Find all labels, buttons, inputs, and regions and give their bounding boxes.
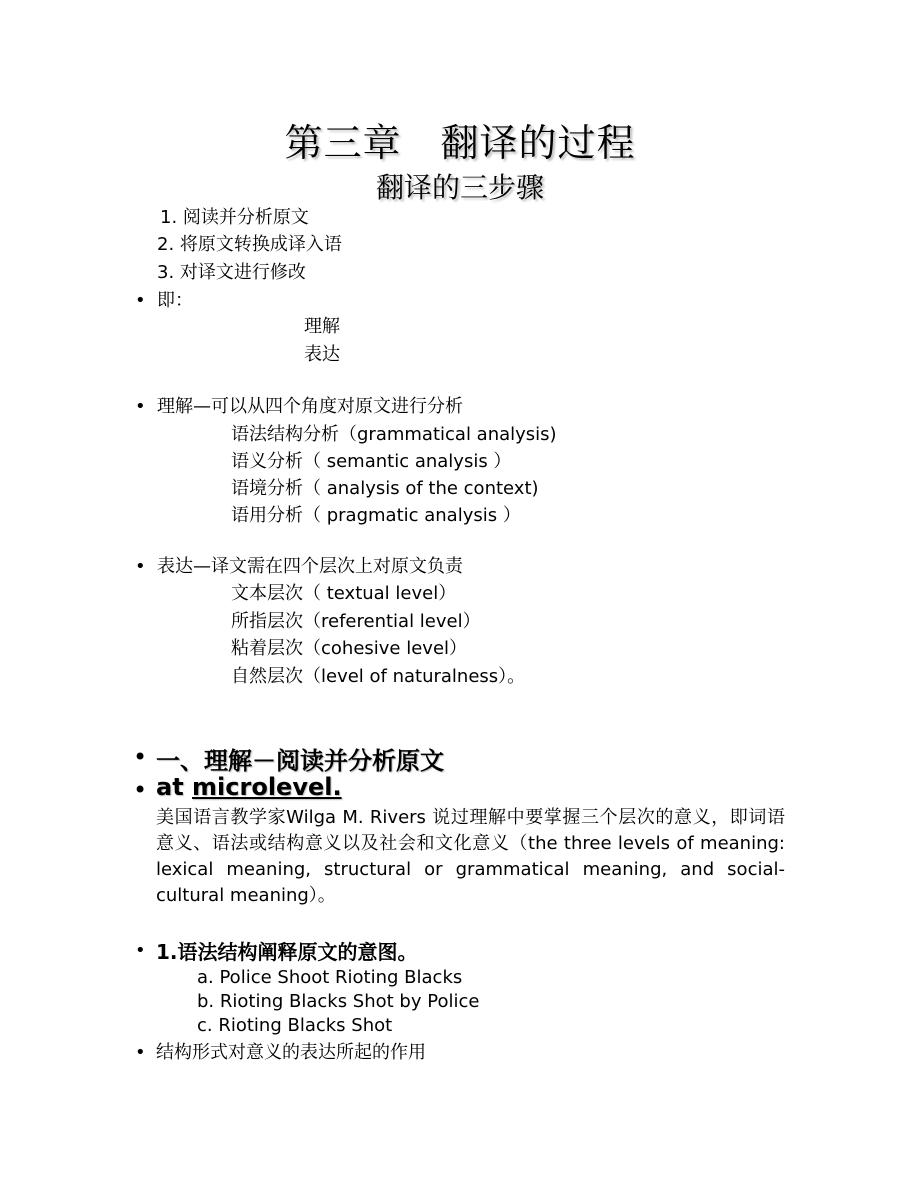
microlevel-term: microlevel. [192,773,342,801]
understanding-item: 语法结构分析（grammatical analysis) [231,424,557,445]
rivers-paragraph: 美国语言教学家Wilga M. Rivers 说过理解中要掌握三个层次的意义，即词语意义、语法或结构意义以及社会和文化意义（the three levels of meaning: lexical meaning, structural or grammatical meaning, and social-cultural meaning）。 [156,807,785,906]
subsection-heading [156,773,342,801]
expression-item: 所指层次（referential level） [231,611,481,632]
understanding-intro: 理解—可以从四个角度对原文进行分析 [157,396,463,417]
section-heading: 一、理解－阅读并分析原文 [156,747,444,775]
understanding-item: 语用分析（ pragmatic analysis ） [231,505,521,526]
bullet-icon: • [133,776,148,804]
expression-item: 文本层次（ textual level） [231,583,457,604]
bullet-icon: • [135,290,146,311]
example-item: a. Police Shoot Rioting Blacks [197,967,463,988]
ji-item: 理解 [304,316,340,337]
expression-item: 粘着层次（cohesive level） [231,638,468,659]
understanding-item: 语义分析（ semantic analysis ） [231,451,512,472]
step-item: 1. 阅读并分析原文 [160,207,309,228]
bullet-icon: • [135,1042,146,1063]
step-item: 3. 对译文进行修改 [157,262,306,283]
ji-label: 即： [157,290,193,311]
bullet-icon: • [133,743,148,771]
step-item: 2. 将原文转换成译入语 [157,234,342,255]
example-item: b. Rioting Blacks Shot by Police [197,991,480,1012]
point-heading: 1.语法结构阐释原文的意图。 [156,940,418,964]
example-item: c. Rioting Blacks Shot [197,1015,393,1036]
subsection-prefix: at [156,773,193,801]
ji-item: 表达 [304,344,340,365]
expression-item: 自然层次（level of naturalness）。 [231,666,526,687]
structure-note: 结构形式对意义的表达所起的作用 [156,1042,426,1063]
bullet-icon: • [135,556,146,577]
page-title: 第三章 翻译的过程 [284,121,636,165]
expression-intro: 表达—译文需在四个层次上对原文负责 [157,556,463,577]
page-subtitle: 翻译的三步骤 [375,171,544,204]
understanding-item: 语境分析（ analysis of the context) [231,478,539,499]
bullet-icon: • [135,396,146,417]
bullet-icon: • [135,940,146,961]
